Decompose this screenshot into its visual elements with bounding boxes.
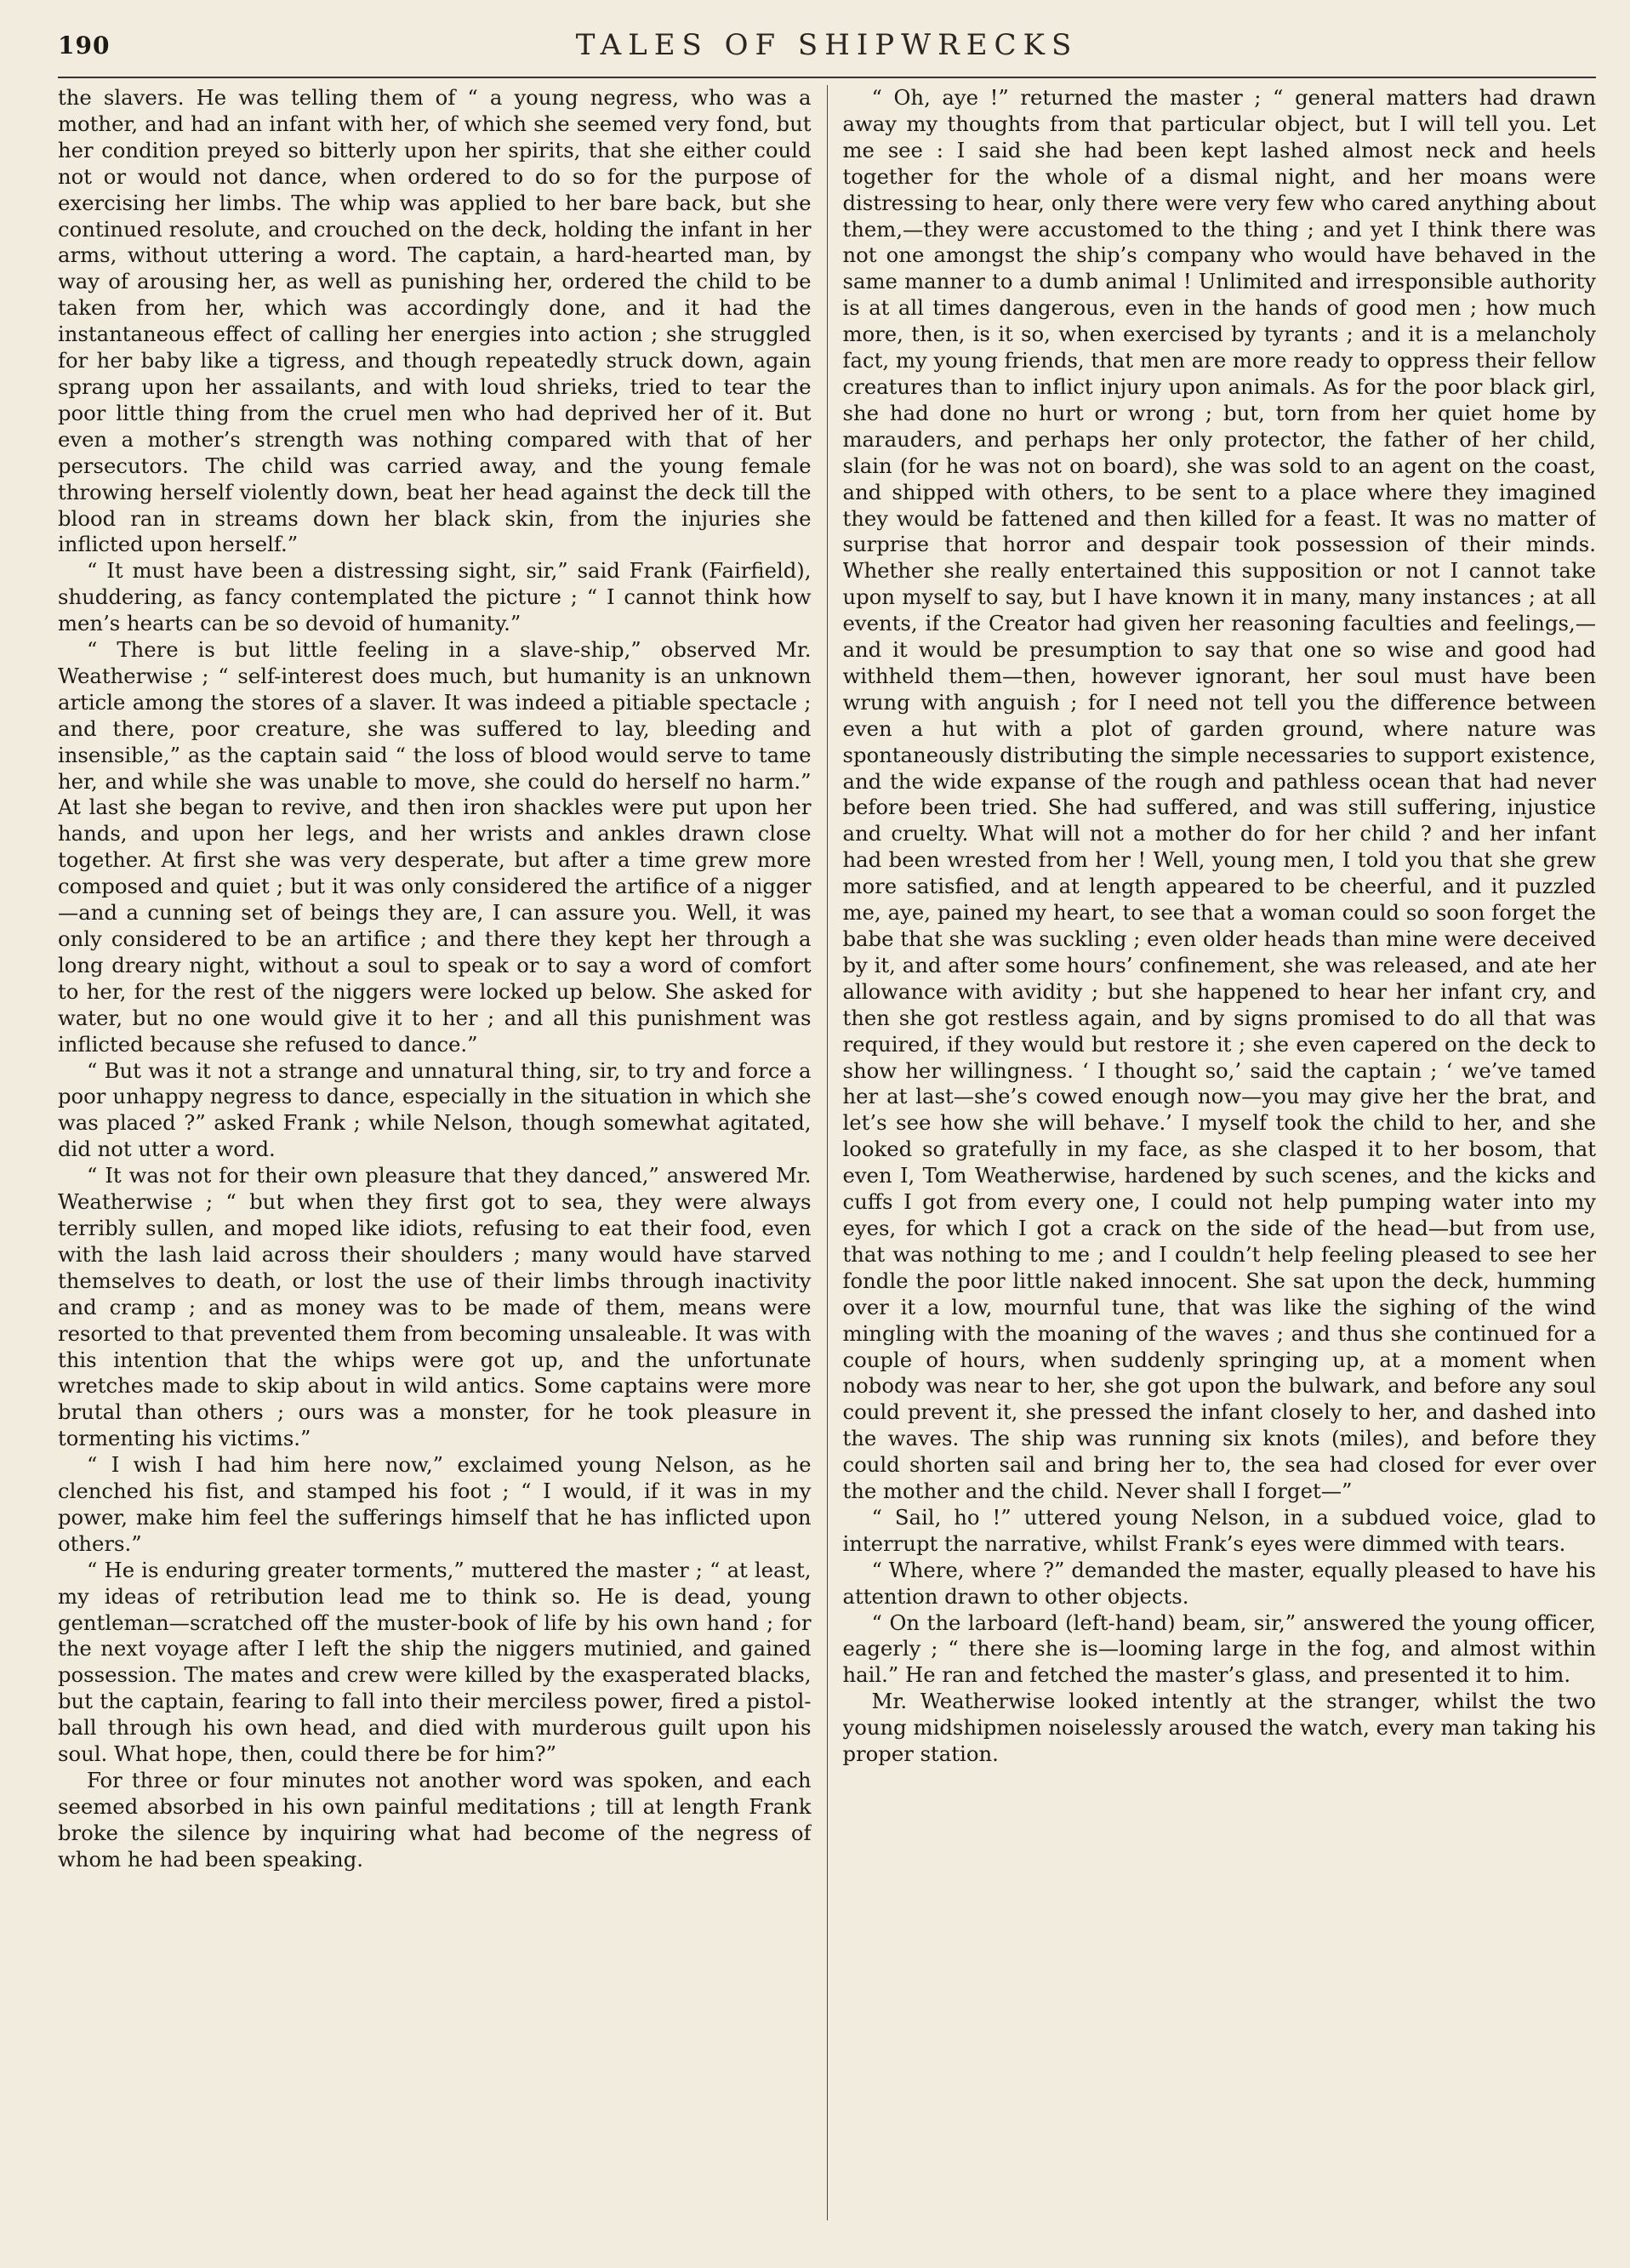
text-columns: [58, 85, 1596, 2220]
running-title: TALES OF SHIPWRECKS: [575, 28, 1079, 62]
left-paragraph: For three or four minutes not another word was spoken, and each seemed absorbed in his own painful meditations ; till at length Frank broke the silence by inquiring what had become of the negress of whom he had been speaking.: [58, 1768, 812, 1872]
left-paragraph: the slavers. He was telling them of “ a young negress, who was a mother, and had an infant with her, of which she seemed very fond, but her condition preyed so bitterly upon her spirits, that she either could not or would not dance, when ordered to do so for the purpose of exercising her limbs. The whip was applied to her bare back, but she continued resolute, and crouched on the deck, holding the infant in her arms, without uttering a word. The captain, a hard-hearted man, by way of arousing her, as well as punishing her, ordered the child to be taken from her, which was accordingly done, and it had the instantaneous effect of calling her energies into action ; she struggled for her baby like a tigress, and though repeatedly struck down, again sprang upon her assailants, and with loud shrieks, tried to tear the poor little thing from the cruel men who had deprived her of it. But even a mother’s strength was nothing compared with that of her persecutors. The child was carried away, and the young female throwing herself violently down, beat her head against the deck till the blood ran in streams down her black skin, from the injuries she inflicted upon herself.”: [58, 85, 812, 557]
left-paragraph: “ There is but little feeling in a slave-ship,” observed Mr. Weatherwise ; “ self-interest does much, but humanity is an unknown article among the stores of a slaver. It was indeed a pitiable spectacle ; and there, poor creature, she was suffered to lay, bleeding and insensible,” as the captain said “ the loss of blood would serve to tame her, and while she was unable to move, she could do herself no harm.” At last she began to revive, and then iron shackles were put upon her hands, and upon her legs, and her wrists and ankles drawn close together. At first she was very desperate, but after a time grew more composed and quiet ; but it was only considered the artifice of a nigger—and a cunning set of beings they are, I can assure you. Well, it was only considered to be an artifice ; and there they kept her through a long dreary night, without a soul to speak or to say a word of comfort to her, for the rest of the niggers were locked up below. She asked for water, but no one would give it to her ; and all this punishment was inflicted because she refused to dance.”: [58, 637, 812, 1057]
left-paragraph: “ It must have been a distressing sight, sir,” said Frank (Fairfield), shuddering, as fancy contemplated the picture ; “ I cannot think how men’s hearts can be so devoid of humanity.”: [58, 558, 812, 636]
page-header: [58, 19, 1596, 71]
right-column: [843, 85, 1597, 2220]
page-number: 190: [58, 31, 111, 60]
left-column: [58, 85, 812, 2220]
right-paragraph: “ Sail, ho !” uttered young Nelson, in a subdued voice, glad to interrupt the narrative, whilst Frank’s eyes were dimmed with tears.: [842, 1504, 1596, 1556]
right-paragraph: “ On the larboard (left-hand) beam, sir,” answered the young officer, eagerly ; “ there she is—looming large in the fog, and almost within hail.” He ran and fetched the master’s glass, and presented it to him.: [842, 1610, 1596, 1688]
left-paragraph: “ He is enduring greater torments,” muttered the master ; “ at least, my ideas of retribution lead me to think so. He is dead, young gentleman—scratched off the muster-book of life by his own hand ; for the next voyage after I left the ship the niggers mutinied, and gained possession. The mates and crew were killed by the exasperated blacks, but the captain, fearing to fall into their merciless power, fired a pistol-ball through his own head, and died with murderous guilt upon his soul. What hope, then, could there be for him?”: [58, 1557, 812, 1767]
right-paragraph: “ Oh, aye !” returned the master ; “ general matters had drawn away my thoughts from that particular object, but I will tell you. Let me see : I said she had been kept lashed almost neck and heels together for the whole of a dismal night, and her moans were distressing to hear, only there were very few who cared anything about them,—they were accustomed to the thing ; and yet I think there was not one amongst the ship’s company who would have behaved in the same manner to a dumb animal ! Unlimited and irresponsible authority is at all times dangerous, even in the hands of good men ; how much more, then, is it so, when exercised by tyrants ; and it is a melancholy fact, my young friends, that men are more ready to oppress their fellow creatures than to inflict injury upon animals. As for the poor black girl, she had done no hurt or wrong ; but, torn from her quiet home by marauders, and perhaps her only protector, the father of her child, slain (for he was not on board), she was sold to an agent on the coast, and shipped with others, to be sent to a place where they imagined they would be fattened and then killed for a feast. It was no matter of surprise that horror and despair took possession of their minds. Whether she really entertained this supposition or not I cannot take upon myself to say, but I have known it in many, many instances ; at all events, if the Creator had given her reasoning faculties and feelings,—and it would be presumption to say that one so wise and good had withheld them—then, however ignorant, her soul must have been wrung with anguish ; for I need not tell you the difference between even a hut with a plot of garden ground, where nature was spontaneously distributing the simple necessaries to support existence, and the wide expanse of the rough and pathless ocean that had never before been tried. She had suffered, and was still suffering, injustice and cruelty. What will not a mother do for her child ? and her infant had been wrested from her ! Well, young men, I told you that she grew more satisfied, and at length appeared to be cheerful, and it puzzled me, aye, pained my heart, to see that a woman could so soon forget the babe that she was suckling ; even older heads than mine were deceived by it, and after some hours’ confinement, she was released, and ate her allowance with avidity ; but she happened to hear her infant cry, and then she got restless again, and by signs promised to do all that was required, if they would but restore it ; she even capered on the deck to show her willingness. ‘ I thought so,’ said the captain ; ‘ we’ve tamed her at last—she’s cowed enough now—you may give her the brat, and let’s see how she will behave.’ I myself took the child to her, and she looked so gratefully in my face, as she clasped it to her bosom, that even I, Tom Weatherwise, hardened by such scenes, and the kicks and cuffs I got from every one, I could not help pumping water into my eyes, for which I got a crack on the side of the head—but from use, that was nothing to me ; and I couldn’t help feeling pleased to see her fondle the poor little naked innocent. She sat upon the deck, humming over it a low, mournful tune, that was like the sighing of the wind mingling with the moaning of the waves ; and thus she continued for a couple of hours, when suddenly springing up, at a moment when nobody was near to her, she got upon the bulwark, and before any soul could prevent it, she pressed the infant closely to her, and dashed into the waves. The ship was running six knots (miles), and before they could shorten sail and bring her to, the sea had closed for ever over the mother and the child. Never shall I forget—”: [842, 85, 1596, 1504]
left-paragraph: “ But was it not a strange and unnatural thing, sir, to try and force a poor unhappy negress to dance, especially in the situation in which she was placed ?” asked Frank ; while Nelson, though somewhat agitated, did not utter a word.: [58, 1057, 812, 1162]
column-divider: [827, 85, 828, 2220]
right-paragraph: Mr. Weatherwise looked intently at the stranger, whilst the two young midshipmen noiselessly aroused the watch, every man taking his proper station.: [842, 1689, 1596, 1767]
right-paragraph: “ Where, where ?” demanded the master, equally pleased to have his attention drawn to other objects.: [842, 1557, 1596, 1609]
left-paragraph: “ I wish I had him here now,” exclaimed young Nelson, as he clenched his fist, and stamped his foot ; “ I would, if it was in my power, make him feel the sufferings himself that he has inflicted upon others.”: [58, 1452, 812, 1556]
left-paragraph: “ It was not for their own pleasure that they danced,” answered Mr. Weatherwise ; “ but when they first got to sea, they were always terribly sullen, and moped like idiots, refusing to eat their food, even with the lash laid across their shoulders ; many would have starved themselves to death, or lost the use of their limbs through inactivity and cramp ; and as money was to be made of them, means were resorted to that prevented them from becoming unsaleable. It was with this intention that the whips were got up, and the unfortunate wretches made to skip about in wild antics. Some captains were more brutal than others ; ours was a monster, for he took pleasure in tormenting his victims.”: [58, 1163, 812, 1451]
header-rule: [58, 77, 1596, 78]
